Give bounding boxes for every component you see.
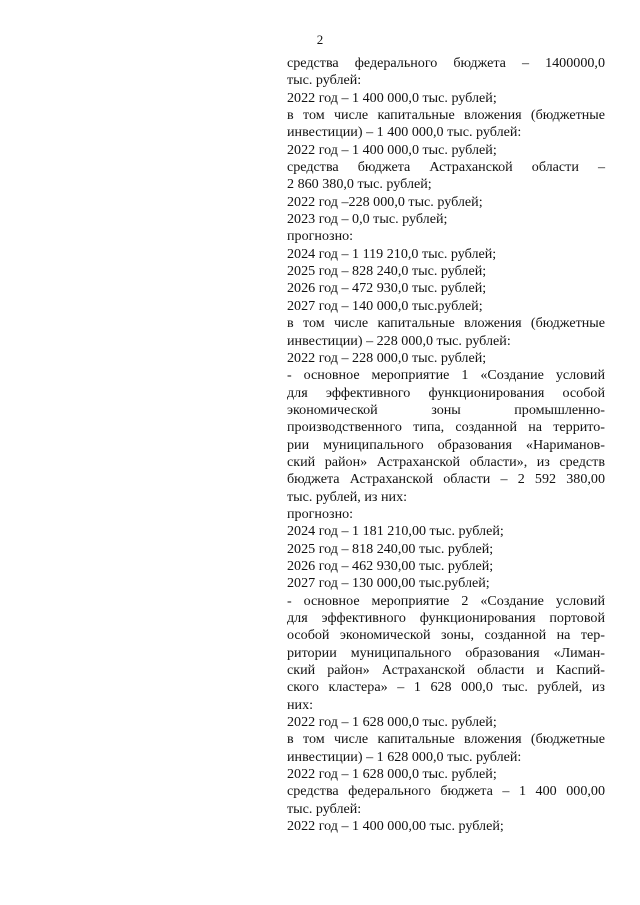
- text-line: тыс. рублей:: [287, 72, 362, 89]
- text-line: инвестиции) – 1 628 000,0 тыс. рублей:: [287, 748, 522, 765]
- text-line: прогнозно:: [287, 505, 354, 522]
- document-body: [287, 55, 605, 835]
- text-line: 2024 год – 1 181 210,00 тыс. рублей;: [287, 523, 504, 540]
- text-line: 2026 год – 472 930,0 тыс. рублей;: [287, 280, 487, 297]
- text-line: ский район» Астраханской области и Каспий-: [287, 662, 605, 679]
- text-line: инвестиции) – 228 000,0 тыс. рублей:: [287, 332, 511, 349]
- text-line: 2027 год – 140 000,0 тыс.рублей;: [287, 297, 483, 314]
- page-number: 2: [316, 32, 324, 47]
- text-line: - основное мероприятие 2 «Создание условий: [287, 592, 605, 609]
- text-line: 2022 год – 1 628 000,0 тыс. рублей;: [287, 766, 497, 783]
- text-line: 2022 год – 1 628 000,0 тыс. рублей;: [287, 714, 497, 731]
- text-line: 2022 год – 1 400 000,0 тыс. рублей;: [287, 141, 497, 158]
- text-line: в том числе капитальные вложения (бюджетные: [287, 315, 605, 332]
- text-line: в том числе капитальные вложения (бюджетные: [287, 731, 605, 748]
- text-line: 2022 год – 1 400 000,00 тыс. рублей;: [287, 818, 504, 835]
- text-line: в том числе капитальные вложения (бюджетные: [287, 107, 605, 124]
- text-line: инвестиции) – 1 400 000,0 тыс. рублей:: [287, 124, 522, 141]
- text-line: 2026 год – 462 930,00 тыс. рублей;: [287, 557, 494, 574]
- text-line: прогнозно:: [287, 228, 354, 245]
- text-line: особой экономической зоны, созданной на тер-: [287, 627, 605, 644]
- text-line: средства бюджета Астраханской области –: [287, 159, 605, 176]
- text-line: 2027 год – 130 000,00 тыс.рублей;: [287, 575, 490, 592]
- text-line: для эффективного функционирования портовой: [287, 610, 605, 626]
- text-line: тыс. рублей:: [287, 800, 362, 817]
- text-line: рии муниципального образования «Нариманов-: [287, 436, 605, 453]
- text-line: производственного типа, созданной на террито-: [287, 419, 605, 436]
- text-line: средства федерального бюджета – 1400000,0: [287, 55, 605, 71]
- text-line: ритории муниципального образования «Лиман-: [287, 644, 605, 661]
- text-line: бюджета Астраханской области – 2 592 380,00: [287, 471, 605, 488]
- text-line: для эффективного функционирования особой: [287, 384, 605, 401]
- text-line: 2024 год – 1 119 210,0 тыс. рублей;: [287, 245, 497, 262]
- text-line: ский район» Астраханской области», из средств: [287, 453, 605, 470]
- text-line: ского кластера» – 1 628 000,0 тыс. рублей, из: [287, 679, 605, 696]
- text-line: 2022 год – 1 400 000,0 тыс. рублей;: [287, 89, 497, 106]
- text-line: 2025 год – 818 240,00 тыс. рублей;: [287, 540, 494, 557]
- text-line: 2 860 380,0 тыс. рублей;: [287, 176, 432, 193]
- text-line: них:: [287, 696, 314, 713]
- text-line: 2023 год – 0,0 тыс. рублей;: [287, 211, 448, 228]
- text-line: - основное мероприятие 1 «Создание условий: [287, 367, 605, 384]
- text-line: экономической зоны промышленно-: [287, 401, 605, 418]
- text-line: тыс. рублей, из них:: [287, 488, 408, 505]
- text-line: 2022 год – 228 000,0 тыс. рублей;: [287, 349, 487, 366]
- text-line: 2022 год –228 000,0 тыс. рублей;: [287, 193, 483, 210]
- text-line: 2025 год – 828 240,0 тыс. рублей;: [287, 263, 487, 280]
- text-line: средства федерального бюджета – 1 400 000,00: [287, 783, 605, 800]
